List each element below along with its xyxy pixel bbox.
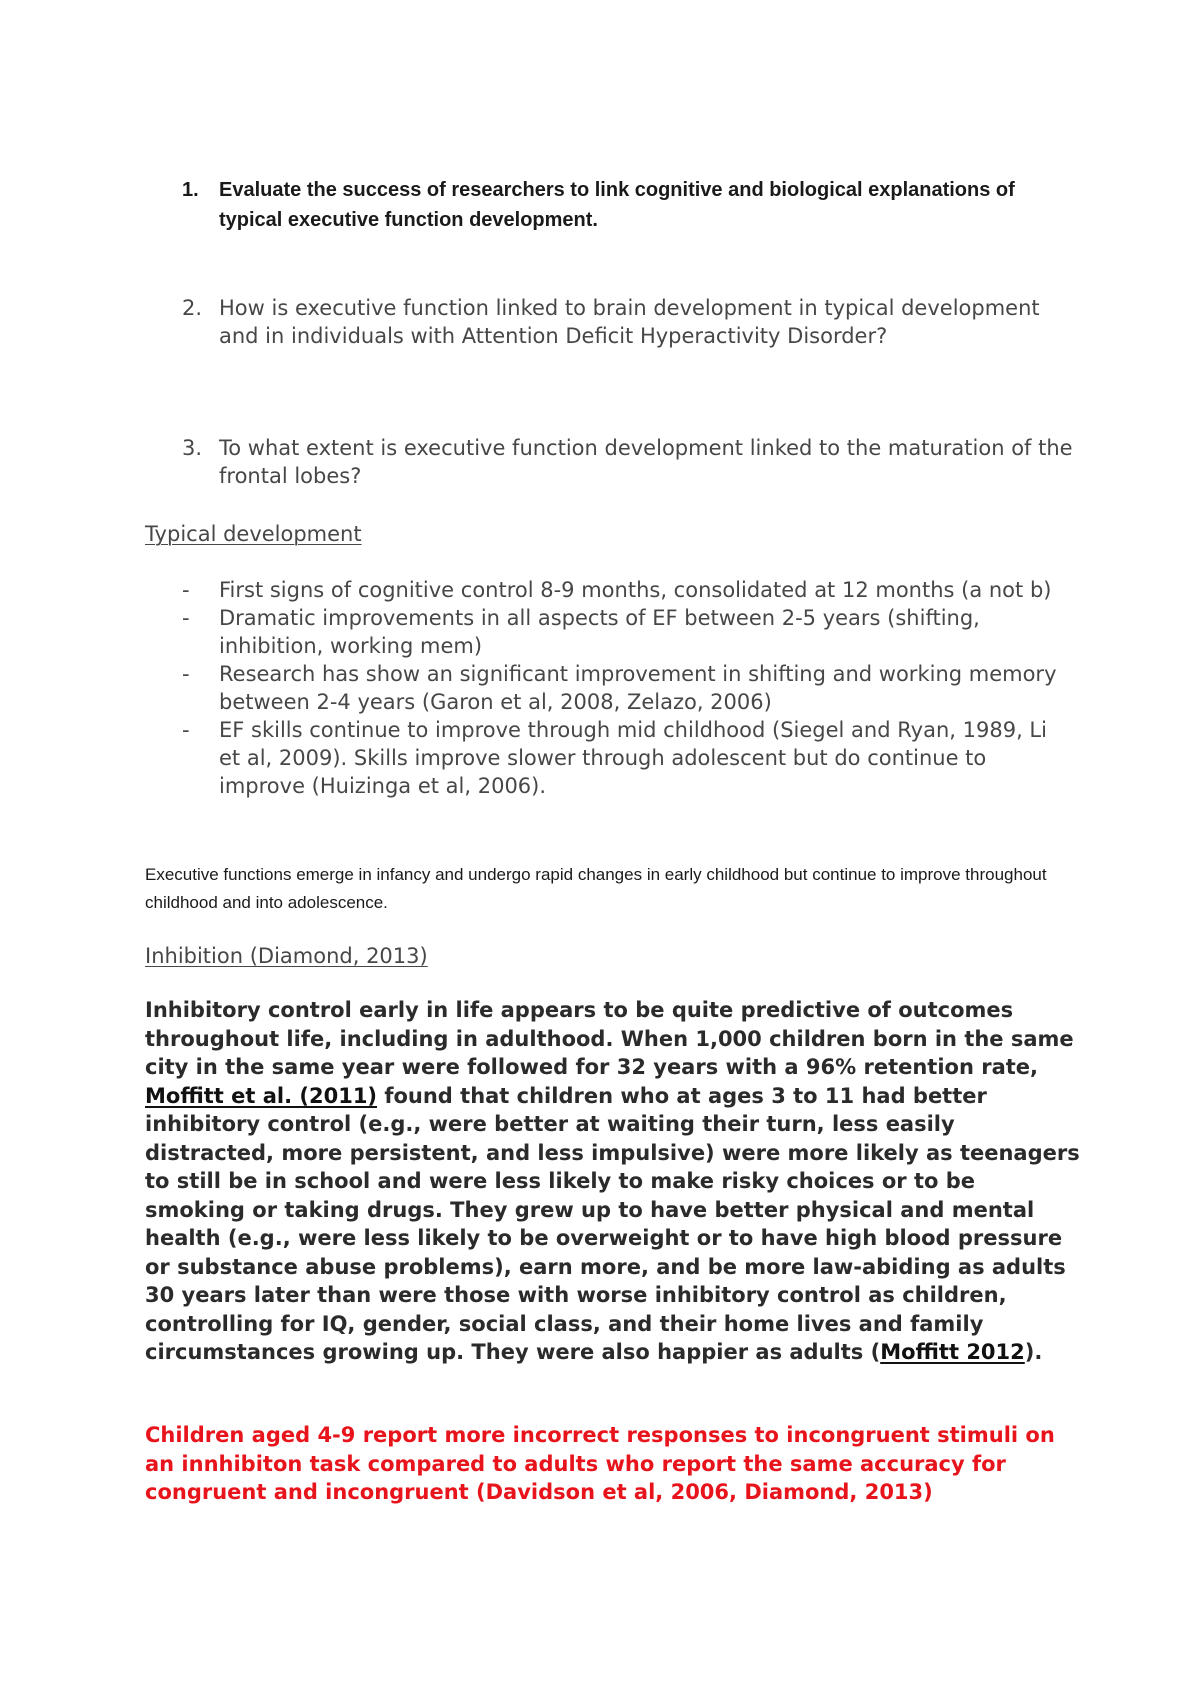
question-3-text: To what extent is executive function development linked to the maturation of the frontal lobes? <box>219 436 1073 488</box>
bullet-dash: - <box>182 662 190 686</box>
list-item <box>182 604 1062 660</box>
list-item <box>182 716 1062 800</box>
question-1 <box>182 175 1082 235</box>
list-item-text: EF skills continue to improve through mid childhood (Siegel and Ryan, 1989, Li et al, 2009). Skills improve slower through adolescent but do continue to improve (Huizinga et al, 2006). <box>219 718 1047 798</box>
typical-development-heading: Typical development <box>145 522 362 546</box>
list-item-text: First signs of cognitive control 8-9 months, consolidated at 12 months (a not b) <box>219 578 1052 602</box>
executive-function-summary: Executive functions emerge in infancy and undergo rapid changes in early childhood but continue to improve throughout childhood and into adolescence. <box>145 865 1047 912</box>
citation-moffitt-2012[interactable]: Moffitt 2012 <box>880 1340 1025 1364</box>
typical-development-list <box>182 576 1062 800</box>
question-2-number: 2. <box>182 296 203 320</box>
inhibition-heading: Inhibition (Diamond, 2013) <box>145 944 428 968</box>
inhibition-paragraph <box>145 996 1080 1367</box>
list-item-text: Dramatic improvements in all aspects of EF between 2-5 years (shifting, inhibition, working mem) <box>219 606 980 658</box>
question-2-text: How is executive function linked to brain development in typical development and in individuals with Attention Deficit Hyperactivity Disorder? <box>219 296 1040 348</box>
inhibition-text-part1: Inhibitory control early in life appears to be quite predictive of outcomes throughout life, including in adulthood. When 1,000 children born in the same city in the same year were followed for 32 years with a 96% retention rate, <box>145 998 1074 1079</box>
list-item-text: Research has show an significant improvement in shifting and working memory between 2-4 years (Garon et al, 2008, Zelazo, 2006) <box>219 662 1057 714</box>
question-2 <box>182 294 1082 350</box>
bullet-dash: - <box>182 578 190 602</box>
inhibition-text-part2: found that children who at ages 3 to 11 had better inhibitory control (e.g., were better at waiting their turn, less easily distracted, more persistent, and less impulsive) were more likely as teenagers to still be in school and were less likely to make risky choices or to be smoking or taking drugs. They grew up to have better physical and mental health (e.g., were less likely to be overweight or to have high blood pressure or substance abuse problems), earn more, and be more law-abiding as adults 30 years later than were those with worse inhibitory control as children, controlling for IQ, gender, social class, and their home lives and family circumstances growing up. They were also happier as adults ( <box>145 1083 1080 1364</box>
bullet-dash: - <box>182 718 190 742</box>
bullet-dash: - <box>182 606 190 630</box>
red-note-paragraph: Children aged 4-9 report more incorrect responses to incongruent stimuli on an innhibiton task compared to adults who report the same accuracy for congruent and incongruent (Davidson et al, 2006, Diamond, 2013) <box>145 1423 1055 1504</box>
citation-moffitt-2011[interactable]: Moffitt et al. (2011) <box>145 1083 378 1108</box>
list-item <box>182 576 1062 604</box>
list-item <box>182 660 1062 716</box>
question-3-number: 3. <box>182 436 203 460</box>
question-3 <box>182 434 1082 490</box>
question-1-text: Evaluate the success of researchers to link cognitive and biological explanations of typical executive function development. <box>219 179 1015 231</box>
inhibition-text-part3: ). <box>1024 1340 1043 1364</box>
question-1-number: 1. <box>182 179 199 201</box>
